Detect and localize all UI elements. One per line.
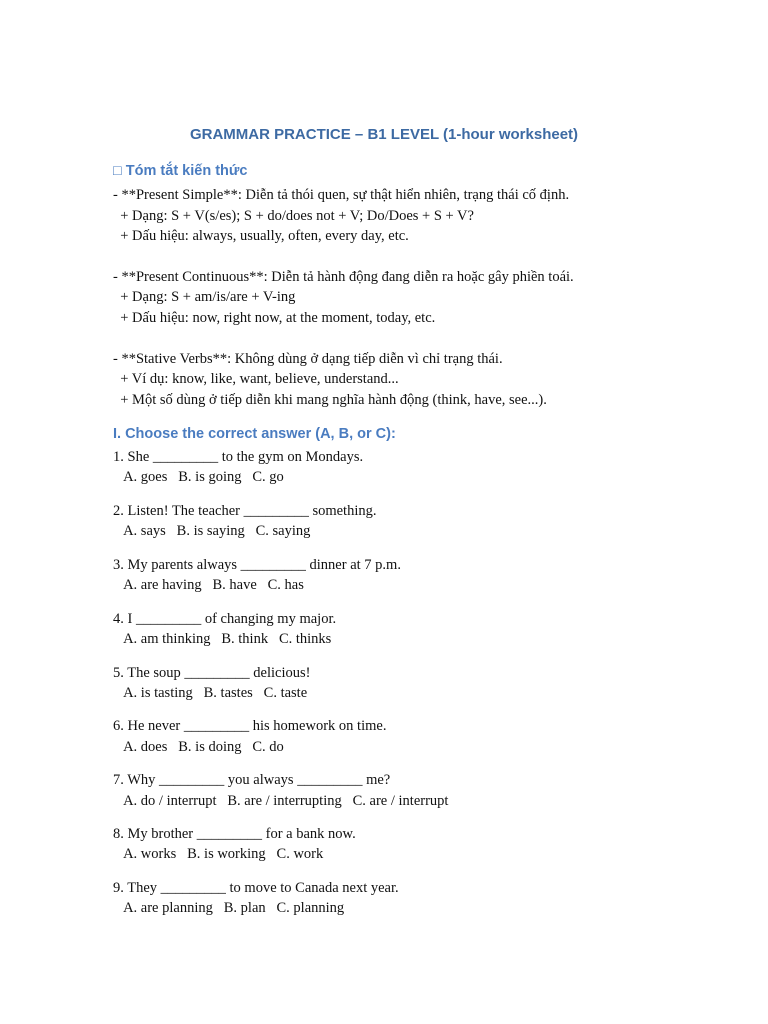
summary-line: + Một số dùng ở tiếp diễn khi mang nghĩa hành động (think, have, see...).	[113, 392, 547, 408]
summary-line: + Dạng: S + V(s/es); S + do/does not + V; Do/Does + S + V?	[113, 208, 474, 224]
question-options: A. is tasting B. tastes C. taste	[113, 685, 308, 701]
question-text: 3. My parents always _________ dinner at 7 p.m.	[113, 557, 401, 573]
question-options: A. says B. is saying C. saying	[113, 523, 311, 539]
question-options: A. works B. is working C. work	[113, 846, 324, 862]
question-text: 9. They _________ to move to Canada next year.	[113, 880, 399, 896]
question-options: A. are planning B. plan C. planning	[113, 900, 345, 916]
summary-line: + Ví dụ: know, like, want, believe, understand...	[113, 371, 399, 387]
summary-line: + Dấu hiệu: always, usually, often, every day, etc.	[113, 228, 409, 244]
question-options: A. goes B. is going C. go	[113, 469, 284, 485]
question-options: A. do / interrupt B. are / interrupting C. are / interrupt	[113, 793, 449, 809]
summary-line: + Dạng: S + am/is/are + V-ing	[113, 289, 296, 305]
summary-line: - **Present Simple**: Diễn tả thói quen, sự thật hiển nhiên, trạng thái cố định.	[113, 187, 570, 203]
question-text: 8. My brother _________ for a bank now.	[113, 826, 356, 842]
question-text: 6. He never _________ his homework on time.	[113, 718, 387, 734]
summary-line: + Dấu hiệu: now, right now, at the moment, today, etc.	[113, 310, 436, 326]
worksheet-title: GRAMMAR PRACTICE – B1 LEVEL (1-hour worksheet)	[189, 126, 579, 143]
section-heading: I. Choose the correct answer (A, B, or C):	[113, 426, 396, 442]
summary-line: - **Stative Verbs**: Không dùng ở dạng tiếp diễn vì chỉ trạng thái.	[113, 351, 503, 367]
summary-heading: □ Tóm tắt kiến thức	[113, 163, 248, 179]
question-text: 7. Why _________ you always _________ me?	[113, 772, 391, 788]
question-text: 1. She _________ to the gym on Mondays.	[113, 449, 364, 465]
question-options: A. am thinking B. think C. thinks	[113, 631, 332, 647]
question-options: A. are having B. have C. has	[113, 577, 304, 593]
question-text: 2. Listen! The teacher _________ something.	[113, 503, 377, 519]
summary-line: - **Present Continuous**: Diễn tả hành động đang diễn ra hoặc gây phiền toái.	[113, 269, 574, 285]
question-text: 4. I _________ of changing my major.	[113, 611, 337, 627]
question-text: 5. The soup _________ delicious!	[113, 665, 311, 681]
question-options: A. does B. is doing C. do	[113, 739, 284, 755]
